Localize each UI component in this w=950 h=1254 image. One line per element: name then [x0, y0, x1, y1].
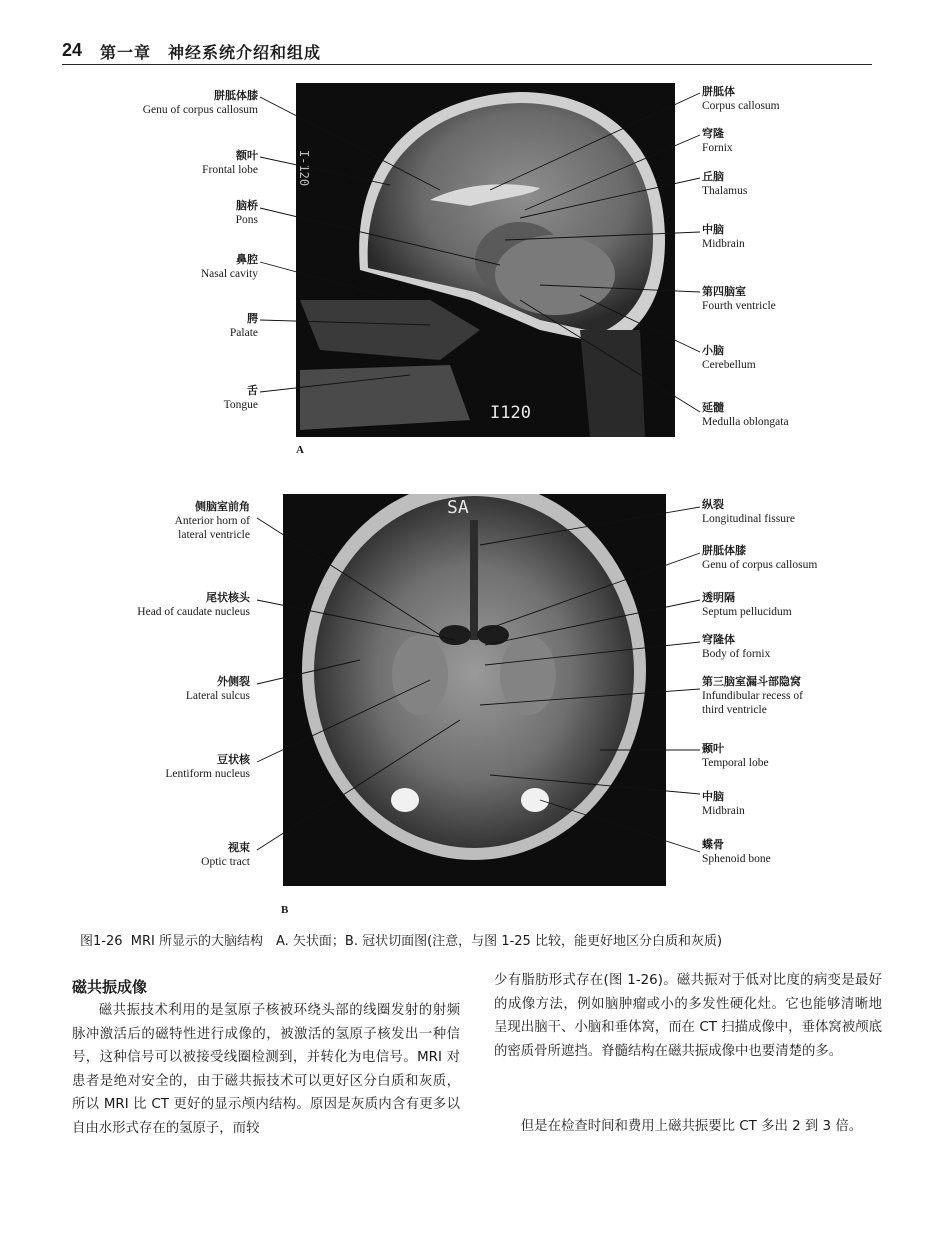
label-genu-corpus-callosum-b: 胼胝体膝 Genu of corpus callosum [702, 544, 818, 571]
label-tongue: 舌 Tongue [223, 384, 258, 411]
label-optic-tract: 视束 Optic tract [201, 841, 250, 868]
body-paragraph-2: 少有脂肪形式存在(图 1-26)。磁共振对于低对比度的病变是最好的成像方法，例如脑肿瘤或小的多发性硬化灶。它也能够清晰地呈现出脑干、小脑和垂体窝，而在 CT 扫描成像中，垂体窝被颅底的密质骨所遮挡。脊髓结构在磁共振成像中也要清楚的多。 [494, 973, 882, 1059]
label-fornix: 穹隆 Fornix [702, 127, 733, 154]
body-paragraph-3: 但是在检查时间和费用上磁共振要比 CT 多出 2 到 3 倍。 [520, 1119, 863, 1134]
label-palate: 腭 Palate [229, 312, 258, 339]
label-medulla-oblongata: 延髓 Medulla oblongata [702, 401, 789, 428]
label-cerebellum: 小脑 Cerebellum [702, 344, 756, 371]
label-fourth-ventricle: 第四脑室 Fourth ventricle [702, 285, 776, 312]
label-anterior-horn-lateral-ventricle: 侧脑室前角 Anterior horn of lateral ventricle [174, 500, 250, 541]
label-pons: 脑桥 Pons [235, 199, 258, 226]
label-thalamus: 丘脑 Thalamus [702, 170, 748, 197]
label-head-caudate-nucleus: 尾状核头 Head of caudate nucleus [137, 591, 250, 618]
mri-coronal-image [283, 480, 666, 886]
figure-number: 图1-26 [80, 934, 123, 949]
chapter-title: 第一章 神经系统介绍和组成 [100, 43, 322, 62]
label-midbrain-b: 中脑 Midbrain [702, 790, 745, 817]
label-lentiform-nucleus: 豆状核 Lentiform nucleus [165, 753, 250, 780]
label-corpus-callosum: 胼胝体 Corpus callosum [702, 85, 780, 112]
label-longitudinal-fissure: 纵裂 Longitudinal fissure [702, 498, 795, 525]
figure-b-sublabel: B [281, 904, 289, 916]
label-midbrain-a: 中脑 Midbrain [702, 223, 745, 250]
label-body-of-fornix: 穹隆体 Body of fornix [702, 633, 771, 660]
label-temporal-lobe: 颞叶 Temporal lobe [702, 742, 769, 769]
figure-b-overlay-code: SA [447, 497, 469, 518]
label-genu-corpus-callosum-a: 胼胝体膝 Genu of corpus callosum [142, 89, 258, 116]
page-number: 24 [62, 40, 83, 60]
section-heading: 磁共振成像 [72, 978, 148, 996]
label-septum-pellucidum: 透明隔 Septum pellucidum [702, 591, 792, 618]
label-lateral-sulcus: 外侧裂 Lateral sulcus [185, 675, 250, 702]
figure-a-overlay-vertical: I-120 [297, 150, 311, 187]
figure-a-sublabel: A [296, 444, 304, 456]
label-infundibular-recess: 第三脑室漏斗部隐窝 Infundibular recess of third ventricle [702, 675, 803, 716]
mri-sagittal-image [296, 83, 675, 437]
label-frontal-lobe-a: 额叶 Frontal lobe [202, 149, 258, 176]
figure-caption [80, 930, 722, 949]
figure-a-overlay-code: I120 [490, 403, 531, 423]
label-nasal-cavity: 鼻腔 Nasal cavity [200, 253, 258, 280]
caption-text: MRI 所显示的大脑结构 A. 矢状面；B. 冠状切面图(注意，与图 1-25 比较，能更好地区分白质和灰质) [130, 934, 723, 949]
body-paragraph-1: 磁共振技术利用的是氢原子核被环绕头部的线圈发射的射频脉冲激活后的磁特性进行成像的，被激活的氢原子核发出一种信号，这种信号可以被接受线圈检测到，并转化为电信号。MRI 对患者是绝对安全的，由于磁共振技术可以更好区分白质和灰质，所以 MRI 比 CT 更好的显示颅内结构。原因是灰质内含有更多以自由水形式存在的氢原子，而较 [72, 1003, 460, 1136]
label-sphenoid-bone: 蝶骨 Sphenoid bone [702, 838, 771, 865]
